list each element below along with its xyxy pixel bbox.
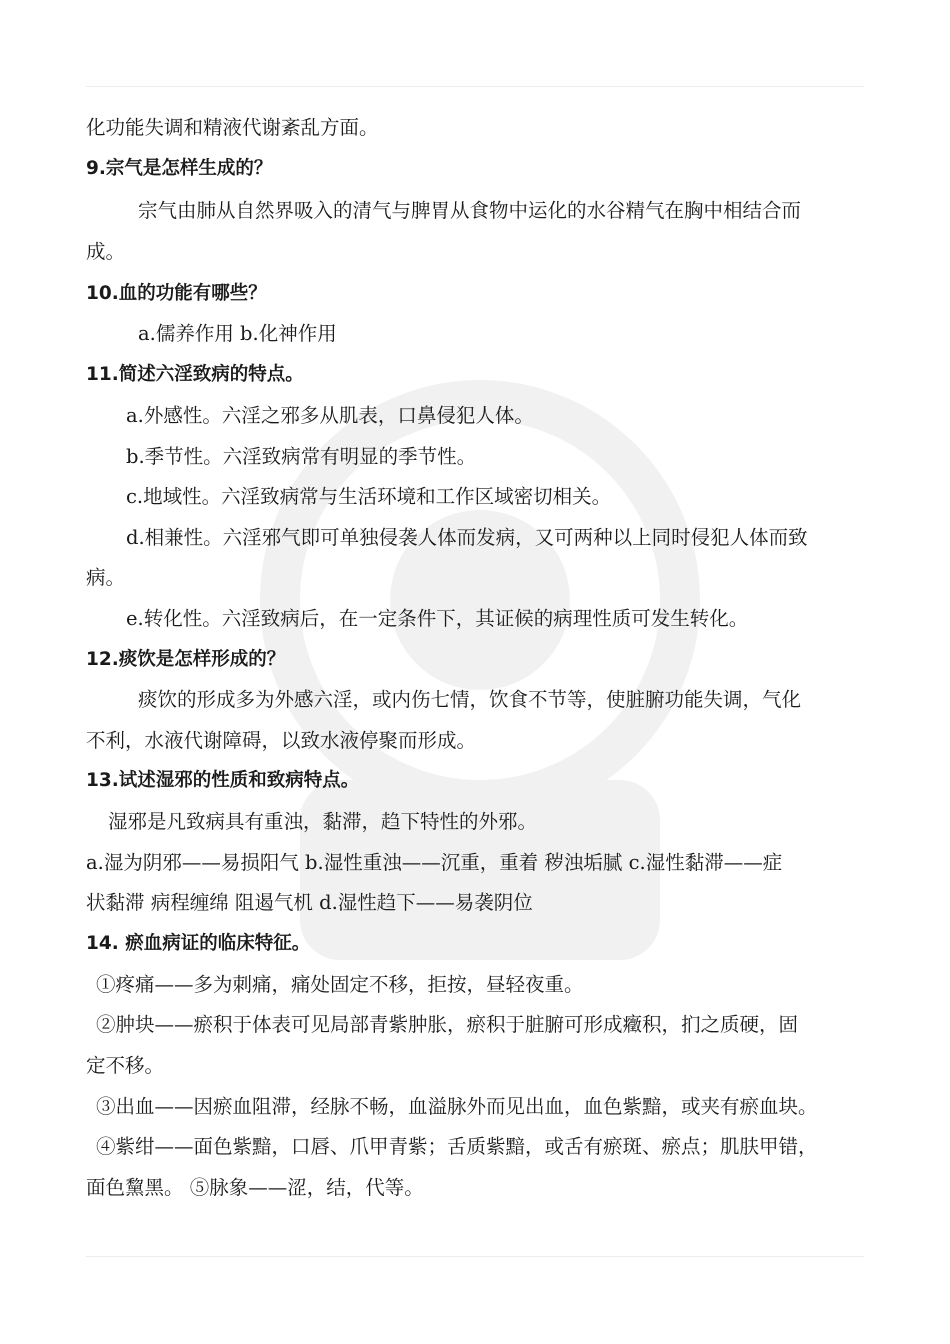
answer-line: a.儒养作用 b.化神作用 [138,322,337,345]
question-heading: 10.血的功能有哪些？ [86,283,267,304]
answer-line: ②肿块——瘀积于体表可见局部青紫肿胀，瘀积于脏腑可形成癥积，扪之质硬，固 [96,1013,799,1036]
answer-line: a.湿为阴邪——易损阳气 b.湿性重浊——沉重，重着 秽浊垢腻 c.湿性黏滞——症 [86,851,783,874]
question-heading: 14. 瘀血病证的临床特征。 [86,933,311,954]
answer-line: d.相兼性。六淫邪气即可单独侵袭人体而发病，又可两种以上同时侵犯人体而致 [126,526,808,549]
answer-line: 湿邪是凡致病具有重浊，黏滞，趋下特性的外邪。 [108,810,538,833]
answer-line: a.外感性。六淫之邪多从肌表，口鼻侵犯人体。 [126,404,534,427]
answer-line: 病。 [86,566,126,589]
question-heading: 11.简述六淫致病的特点。 [86,364,304,385]
question-heading: 9.宗气是怎样生成的？ [86,158,273,179]
answer-line: 宗气由肺从自然界吸入的清气与脾胃从食物中运化的水谷精气在胸中相结合而 [138,199,802,222]
answer-line: e.转化性。六淫致病后，在一定条件下，其证候的病理性质可发生转化。 [126,607,749,630]
answer-line: 不利，水液代谢障碍，以致水液停聚而形成。 [86,729,477,752]
answer-line: 痰饮的形成多为外感六淫，或内伤七情，饮食不节等，使脏腑功能失调，气化 [138,688,802,711]
answer-line: ④紫绀——面色紫黯，口唇、爪甲青紫；舌质紫黯，或舌有瘀斑、瘀点；肌肤甲错， [96,1135,818,1158]
footer-rule [86,1256,864,1257]
answer-line: ③出血——因瘀血阻滞，经脉不畅，血溢脉外而见出血，血色紫黯，或夹有瘀血块。 [96,1095,818,1118]
question-heading: 12.痰饮是怎样形成的？ [86,649,286,670]
answer-line: c.地域性。六淫致病常与生活环境和工作区域密切相关。 [126,485,612,508]
header-rule [86,86,864,87]
question-heading: 13.试述湿邪的性质和致病特点。 [86,770,360,791]
paragraph-line: 化功能失调和精液代谢紊乱方面。 [86,116,379,139]
answer-line: ①疼痛——多为刺痛，痛处固定不移，拒按，昼轻夜重。 [96,973,584,996]
answer-line: 状黏滞 病程缠绵 阻遏气机 d.湿性趋下——易袭阴位 [86,891,533,914]
answer-line: 定不移。 [86,1054,165,1077]
answer-line: 面色黧黑。 ⑤脉象——涩，结，代等。 [86,1176,424,1199]
answer-line: 成。 [86,240,126,263]
answer-line: b.季节性。六淫致病常有明显的季节性。 [126,445,477,468]
